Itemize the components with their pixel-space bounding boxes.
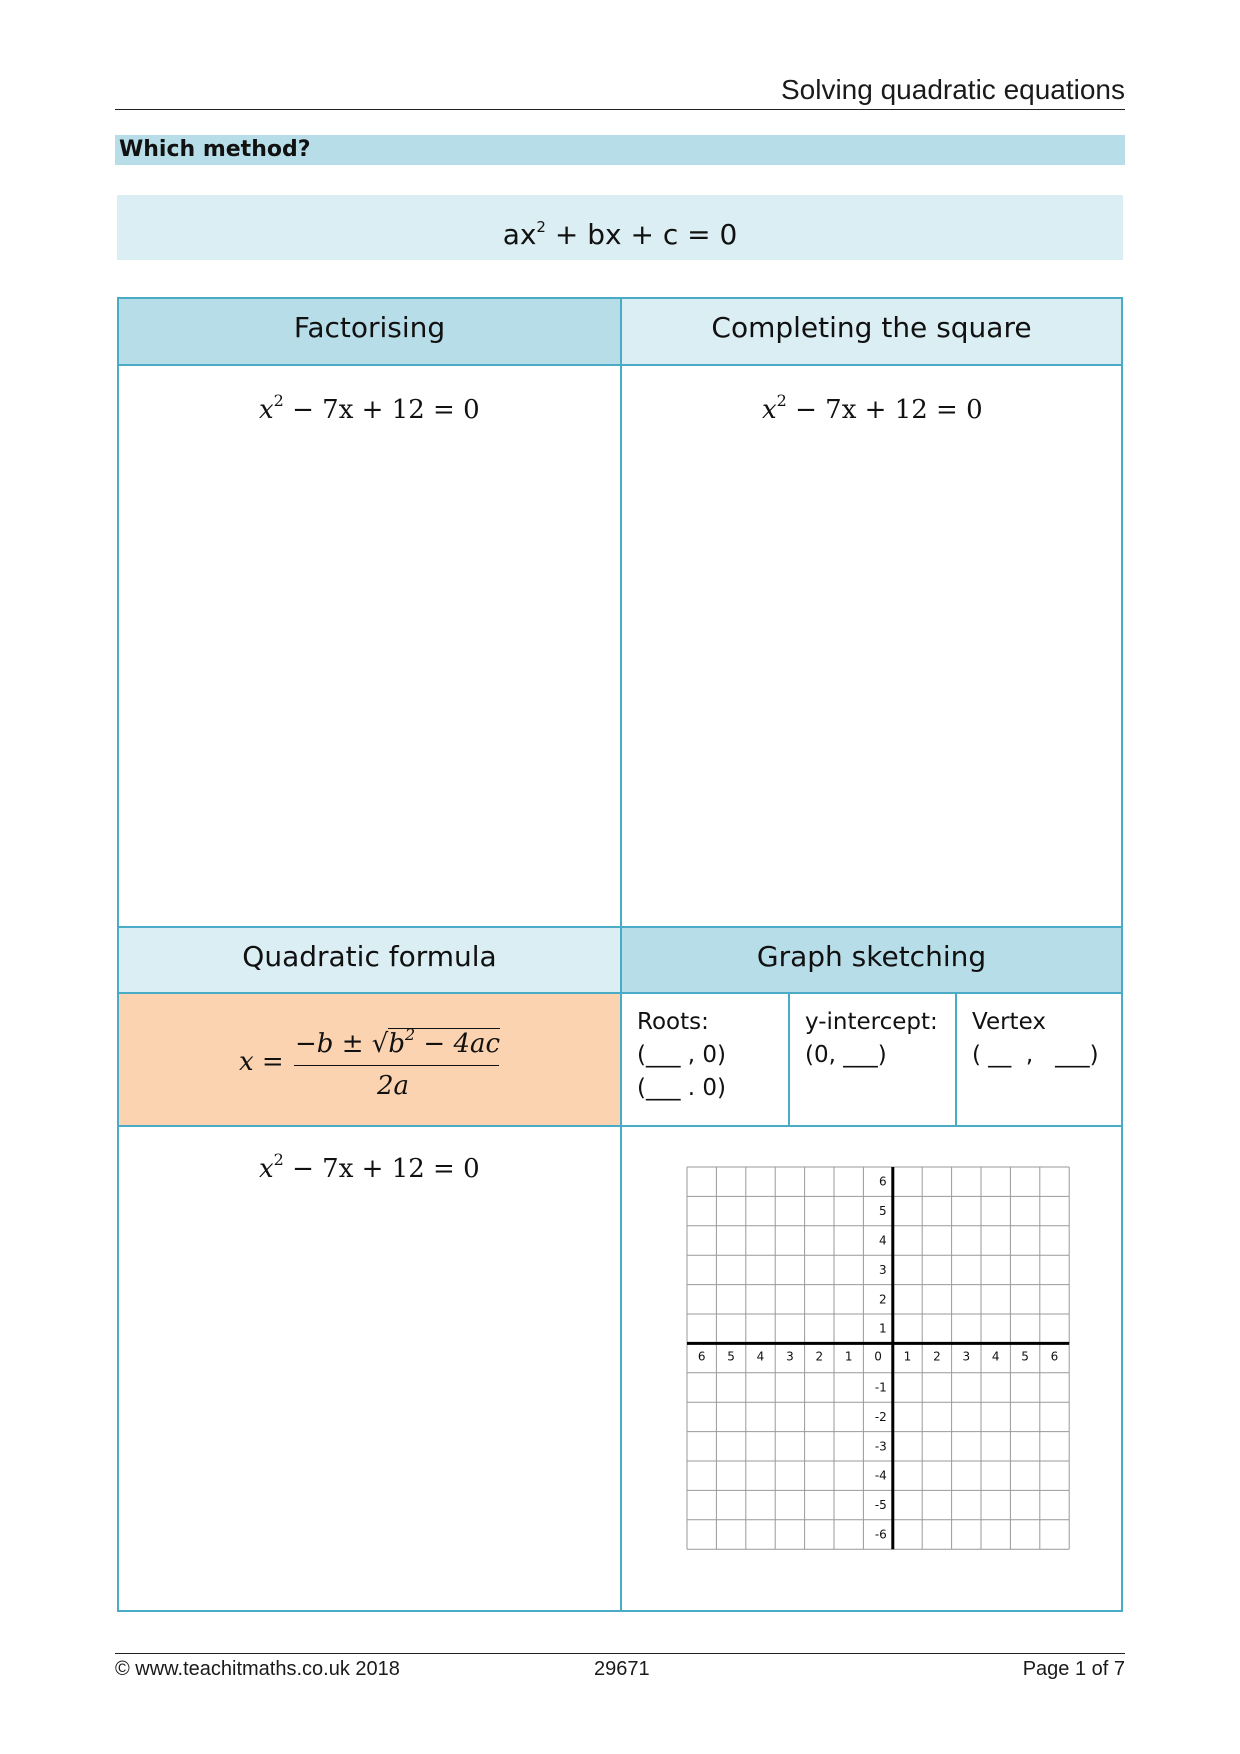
x-tick-label: 0 [874, 1349, 882, 1364]
y-tick-label: 2 [878, 1292, 887, 1307]
graph-field-divider-2 [955, 992, 957, 1125]
formula-radicand-b: b [388, 1029, 405, 1059]
x-tick-label: 5 [1021, 1349, 1029, 1364]
row-divider-3 [119, 992, 1121, 994]
y-tick-label: 5 [878, 1204, 887, 1219]
formula-radicand-exp: 2 [404, 1025, 416, 1044]
y-tick-label: -5 [874, 1498, 887, 1513]
graph-title: Graph sketching [756, 940, 987, 973]
header-divider [115, 109, 1125, 110]
general-equation-term: ax [502, 218, 537, 251]
x-tick-label: 2 [815, 1349, 824, 1364]
y-intercept-line: (0, ___) [805, 1042, 887, 1068]
x-tick-label: 1 [844, 1349, 853, 1364]
formula-numerator [295, 1025, 500, 1059]
row-divider-2 [119, 926, 1121, 928]
y-tick-label: -3 [874, 1439, 887, 1454]
eq-exponent: 2 [776, 391, 787, 410]
x-tick-label: 3 [962, 1349, 971, 1364]
eq-rest: − 7x + 12 = 0 [283, 1154, 480, 1184]
page-title: Solving quadratic equations [780, 74, 1125, 105]
y-tick-label: 6 [878, 1174, 887, 1189]
vertex-line: ( __ , ___) [972, 1042, 1099, 1068]
graph-field-divider-1 [788, 992, 790, 1125]
factorising-equation [259, 391, 480, 425]
factorising-title: Factorising [293, 311, 446, 344]
formula-radical: √ [371, 1029, 389, 1059]
coordinate-grid-svg [685, 1165, 1075, 1575]
roots-field [637, 1006, 726, 1105]
formula-radicand [388, 1025, 501, 1059]
footer-divider [115, 1653, 1125, 1654]
x-tick-label: 4 [756, 1349, 765, 1364]
eq-rest: − 7x + 12 = 0 [786, 395, 983, 425]
completing-title: Completing the square [711, 311, 1032, 344]
y-intercept-field [805, 1006, 938, 1072]
footer-code: 29671 [594, 1658, 650, 1680]
vertex-field [972, 1006, 1099, 1072]
eq-exponent: 2 [273, 391, 284, 410]
x-tick-label: 3 [786, 1349, 794, 1364]
formula-denominator: 2a [377, 1071, 410, 1101]
vertex-label: Vertex [972, 1009, 1046, 1035]
roots-line-1: (___ , 0) [637, 1042, 727, 1068]
quadratic-title: Quadratic formula [242, 940, 497, 973]
x-tick-label: 5 [727, 1349, 735, 1364]
y-tick-label: 1 [878, 1321, 887, 1336]
formula-numerator-a: −b ± [295, 1029, 372, 1059]
eq-variable: x [259, 395, 274, 425]
quadratic-equation [259, 1150, 480, 1184]
y-tick-label: -1 [874, 1380, 887, 1395]
x-tick-label: 4 [991, 1349, 1000, 1364]
general-equation-exponent: 2 [536, 218, 546, 236]
roots-label: Roots: [637, 1009, 709, 1035]
roots-line-2: (___ . 0) [637, 1075, 727, 1101]
completing-equation [762, 391, 983, 425]
x-tick-label: 6 [1050, 1349, 1059, 1364]
y-intercept-label: y-intercept: [805, 1009, 938, 1035]
coordinate-grid [685, 1165, 1075, 1575]
footer-copyright: © www.teachitmaths.co.uk 2018 [115, 1658, 400, 1680]
formula-fraction-bar [294, 1065, 499, 1066]
methods-table [117, 297, 1123, 1612]
formula-background [119, 994, 620, 1125]
eq-exponent: 2 [273, 1150, 284, 1169]
y-tick-label: -2 [874, 1409, 887, 1424]
x-tick-label: 2 [933, 1349, 941, 1364]
footer-page-number: Page 1 of 7 [1022, 1658, 1125, 1680]
formula-radicand-rest: − 4ac [415, 1029, 501, 1059]
y-tick-label: -6 [874, 1527, 887, 1542]
formula-lhs: x = [239, 1047, 284, 1077]
general-equation [117, 195, 1123, 260]
section-heading: Which method? [115, 135, 1125, 165]
y-tick-label: 3 [878, 1262, 887, 1277]
general-equation-rest: + bx + c = 0 [545, 218, 738, 251]
y-tick-label: 4 [878, 1233, 887, 1248]
row-divider-1 [119, 364, 1121, 366]
eq-variable: x [762, 395, 777, 425]
row-divider-4 [119, 1125, 1121, 1127]
y-tick-label: -4 [874, 1468, 887, 1483]
eq-variable: x [259, 1154, 274, 1184]
x-tick-label: 6 [697, 1349, 706, 1364]
eq-rest: − 7x + 12 = 0 [283, 395, 480, 425]
x-tick-label: 1 [903, 1349, 912, 1364]
